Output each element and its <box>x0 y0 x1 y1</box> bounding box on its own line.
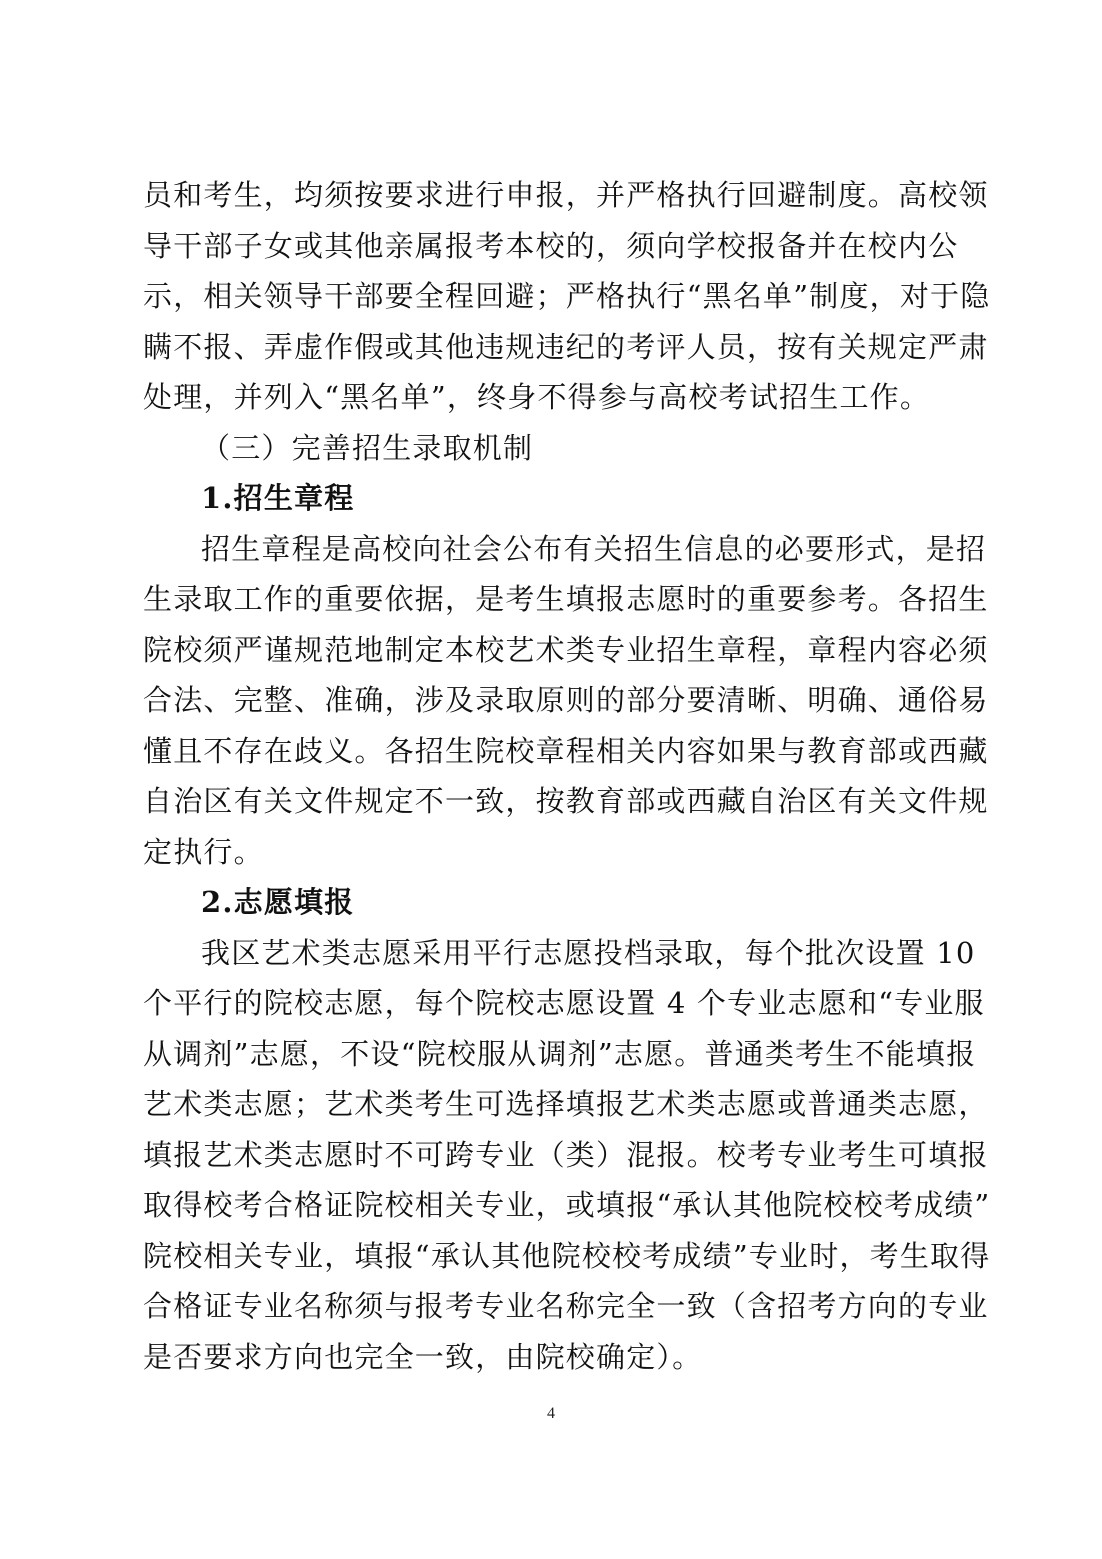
paragraph-line: 懂且不存在歧义。各招生院校章程相关内容如果与教育部或西藏 <box>143 733 989 768</box>
paragraph-line: 院校相关专业，填报“承认其他院校校考成绩”专业时，考生取得 <box>143 1238 991 1273</box>
paragraph-line: 填报艺术类志愿时不可跨专业（类）混报。校考专业考生可填报 <box>143 1137 989 1172</box>
paragraph-line: 艺术类志愿；艺术类考生可选择填报艺术类志愿或普通类志愿， <box>143 1087 989 1121</box>
paragraph-line: 从调剂”志愿，不设“院校服从调剂”志愿。普通类考生不能填报 <box>143 1036 977 1071</box>
subsection-heading-charter: 1.招生章程 <box>201 481 355 515</box>
paragraph-line: 员和考生，均须按要求进行申报，并严格执行回避制度。高校领 <box>143 178 989 212</box>
paragraph-line: 我区艺术类志愿采用平行志愿投档录取，每个批次设置 10 <box>201 935 976 970</box>
paragraph-line: 导干部子女或其他亲属报考本校的，须向学校报备并在校内公 <box>143 228 959 263</box>
paragraph-line: 处理，并列入“黑名单”，终身不得参与高校考试招生工作。 <box>143 380 931 414</box>
paragraph-line: 是否要求方向也完全一致，由院校确定）。 <box>143 1339 703 1374</box>
paragraph-line: 招生章程是高校向社会公布有关招生信息的必要形式，是招 <box>201 531 987 566</box>
paragraph-line: 院校须严谨规范地制定本校艺术类专业招生章程，章程内容必须 <box>143 632 989 667</box>
paragraph-line: 定执行。 <box>143 834 264 869</box>
paragraph-line: 取得校考合格证院校相关专业，或填报“承认其他院校校考成绩” <box>143 1188 991 1222</box>
paragraph-line: 个平行的院校志愿，每个院校志愿设置 4 个专业志愿和“专业服 <box>143 986 985 1020</box>
page-number: 4 <box>547 1405 555 1422</box>
paragraph-line: 自治区有关文件规定不一致，按教育部或西藏自治区有关文件规 <box>143 784 989 818</box>
document-body <box>143 170 991 1382</box>
section-heading: （三）完善招生录取机制 <box>201 430 534 465</box>
paragraph-line: 合法、完整、准确，涉及录取原则的部分要清晰、明确、通俗易 <box>143 683 989 717</box>
paragraph-line: 瞒不报、弄虚作假或其他违规违纪的考评人员，按有关规定严肃 <box>143 329 989 364</box>
paragraph-line: 合格证专业名称须与报考专业名称完全一致（含招考方向的专业 <box>143 1289 989 1323</box>
paragraph-line: 示，相关领导干部要全程回避；严格执行“黑名单”制度，对于隐 <box>143 279 991 313</box>
paragraph-line: 生录取工作的重要依据，是考生填报志愿时的重要参考。各招生 <box>143 582 989 616</box>
subsection-heading-application: 2.志愿填报 <box>201 885 355 919</box>
